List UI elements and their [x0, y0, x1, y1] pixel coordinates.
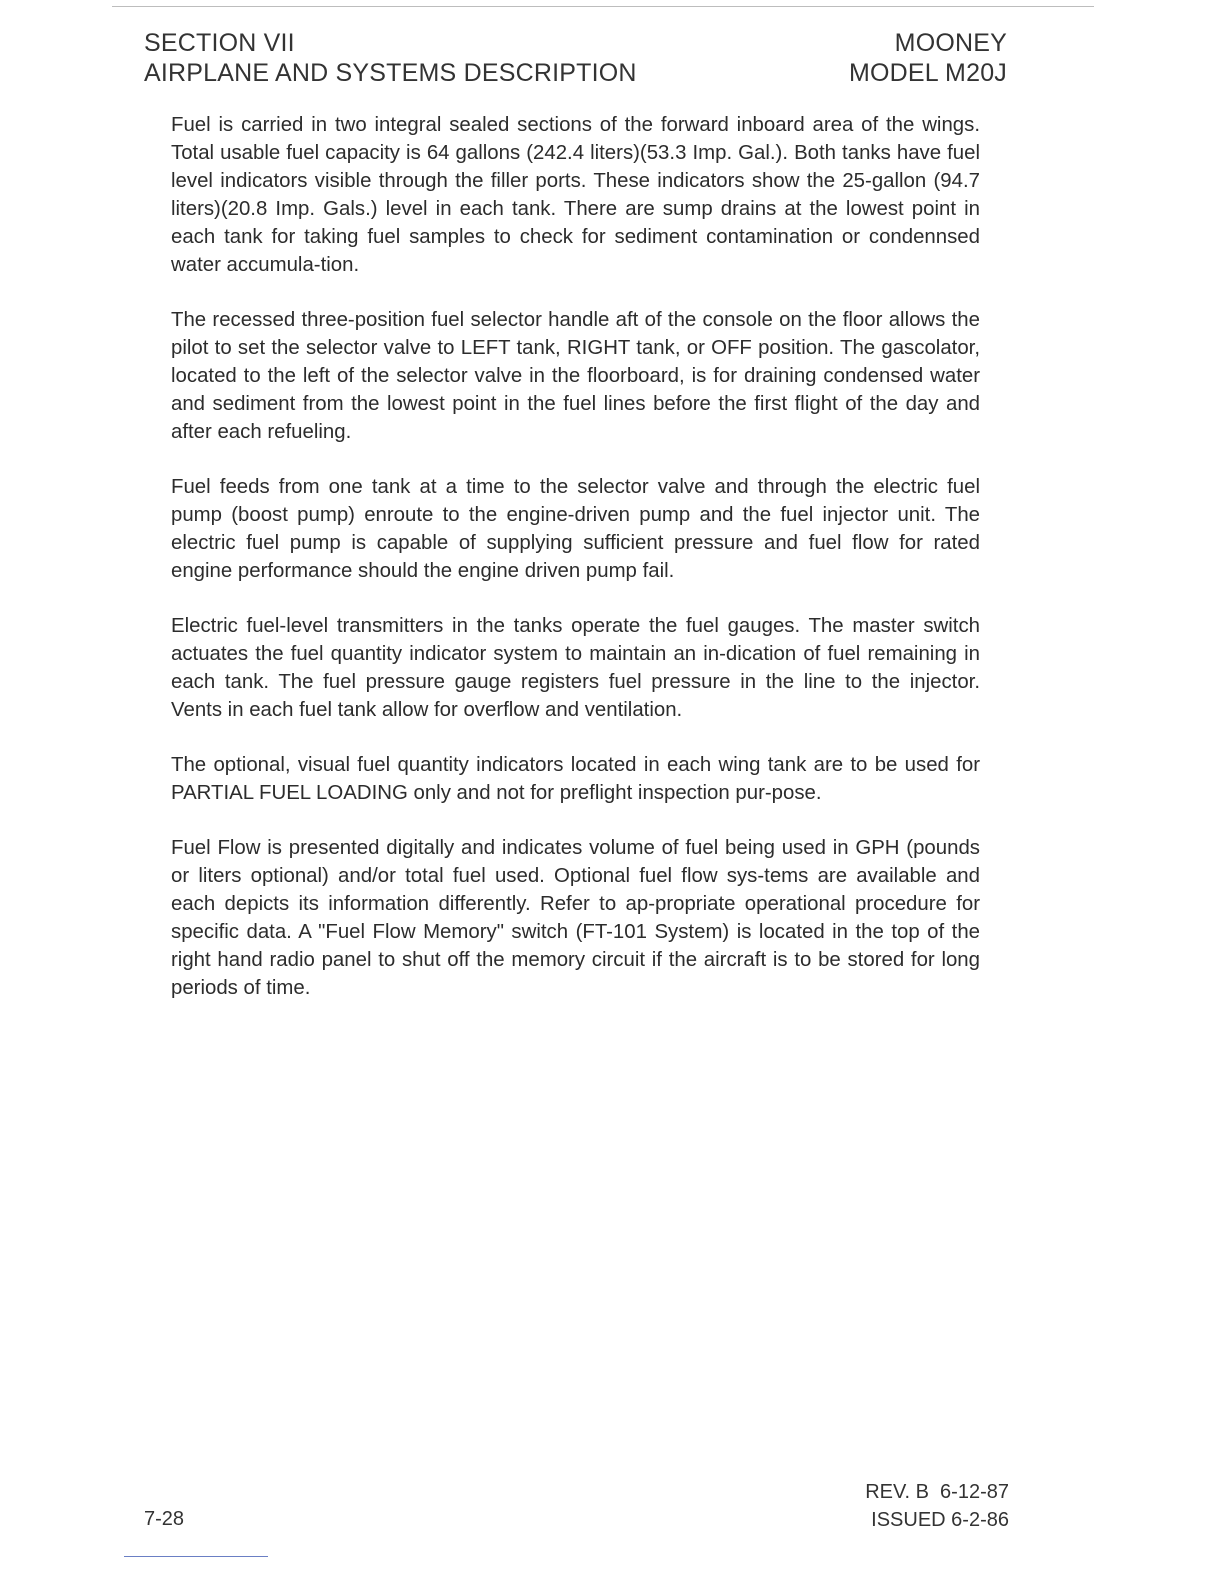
- body-text: [171, 111, 980, 1029]
- manufacturer: MOONEY: [894, 29, 1007, 57]
- header-right: [849, 28, 1007, 88]
- section-number: SECTION VII: [144, 29, 295, 57]
- bottom-rule: [124, 1556, 268, 1557]
- paragraph-fuel-feed: Fuel feeds from one tank at a time to the selector valve and through the electric fuel pump (boost pump) enroute to the engine-driven pump and the fuel injector unit. The electric fuel pump is capable of supplying sufficient pressure and fuel flow for rated engine performance should the engine driven pump fail.: [171, 476, 980, 582]
- header-left: [144, 28, 637, 88]
- top-rule: [112, 6, 1094, 7]
- paragraph-fuel-capacity: Fuel is carried in two integral sealed sections of the forward inboard area of the wings. Total usable fuel capacity is 64 gallons (242.4 liters)(53.3 Imp. Gal.). Both tanks have fuel level indicators visible through the filler ports. These indicators show the 25-gallon (94.7 liters)(20.8 Imp. Gals.) level in each tank. There are sump drains at the lowest point in each tank for taking fuel samples to check for sediment contamination or condennsed water accumula-tion.: [171, 114, 980, 276]
- section-title: AIRPLANE AND SYSTEMS DESCRIPTION: [144, 59, 637, 87]
- revision-block: [865, 1478, 1009, 1534]
- model: MODEL M20J: [848, 59, 1007, 87]
- paragraph-fuel-selector: The recessed three-position fuel selector handle aft of the console on the floor allows the pilot to set the selector valve to LEFT tank, RIGHT tank, or OFF position. The gascolator, located to the left of the selector valve in the floorboard, is for draining condensed water and sediment from the lowest point in the fuel lines before the first flight of the day and after each refueling.: [171, 309, 980, 443]
- paragraph-visual-indicators: The optional, visual fuel quantity indicators located in each wing tank are to be used for PARTIAL FUEL LOADING only and not for preflight inspection pur-pose.: [171, 754, 980, 804]
- page-number: 7-28: [144, 1508, 185, 1530]
- issued-date: ISSUED 6-2-86: [871, 1509, 1009, 1531]
- paragraph-fuel-flow: Fuel Flow is presented digitally and indicates volume of fuel being used in GPH (pounds or liters optional) and/or total fuel used. Optional fuel flow sys-tems are available and each depicts its information differently. Refer to ap-propriate operational procedure for specific data. A "Fuel Flow Memory" switch (FT-101 System) is located in the top of the right hand radio panel to shut off the memory circuit if the aircraft is to be stored for long periods of time.: [171, 837, 980, 999]
- revision-date: REV. B 6-12-87: [865, 1481, 1009, 1503]
- paragraph-fuel-gauges: Electric fuel-level transmitters in the tanks operate the fuel gauges. The master switch actuates the fuel quantity indicator system to maintain an in-dication of fuel remaining in each tank. The fuel pressure gauge registers fuel pressure in the line to the injector. Vents in each fuel tank allow for overflow and ventilation.: [171, 615, 980, 721]
